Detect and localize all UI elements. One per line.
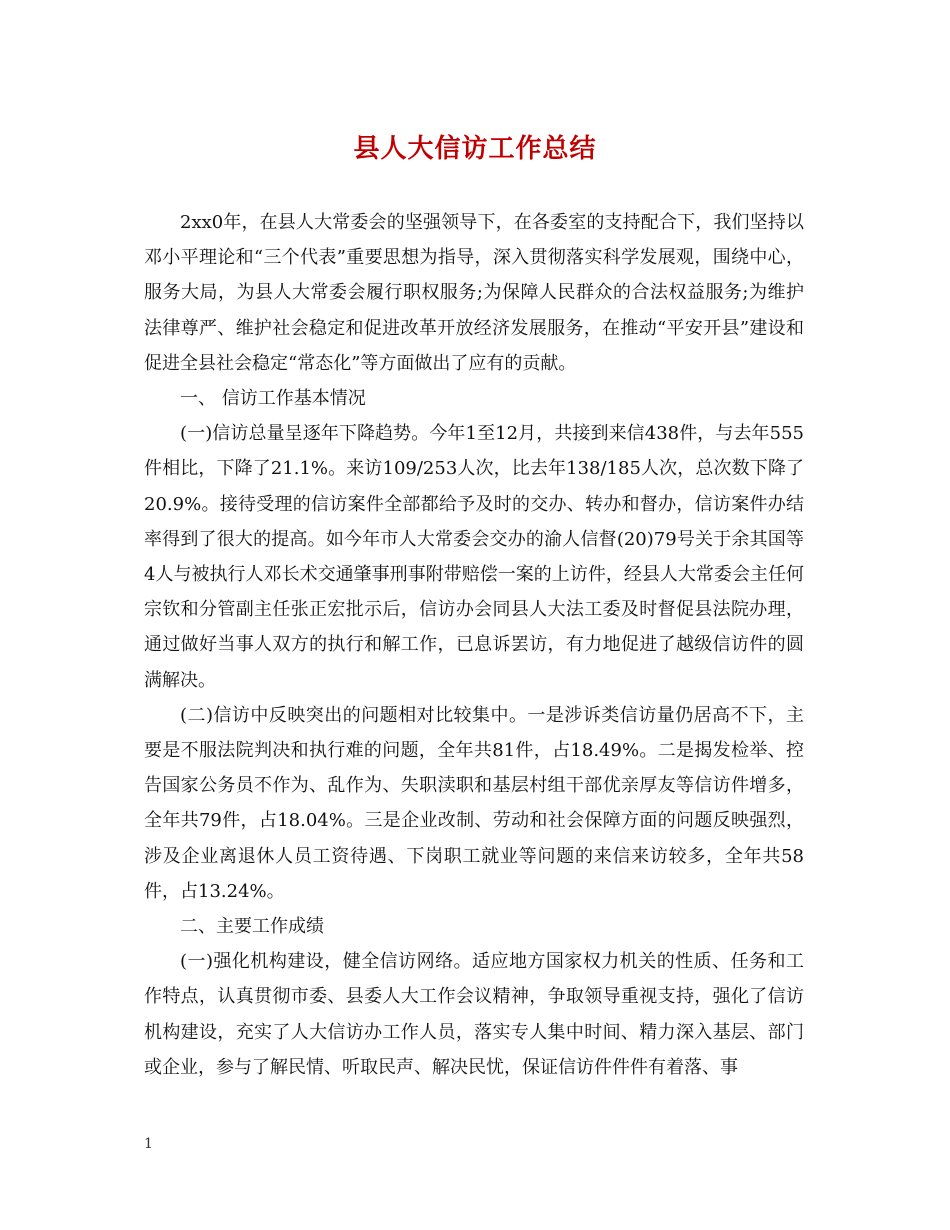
heading-section-2: 二、主要工作成绩 xyxy=(180,916,324,938)
document-title: 县人大信访工作总结 xyxy=(353,134,597,164)
document-body xyxy=(144,205,804,1085)
paragraph-2-1: (一)强化机构建设，健全信访网络。适应地方国家权力机关的性质、任务和工作特点，认真贯彻市委、县委人大工作会议精神，争取领导重视支持，强化了信访机构建设，充实了人大信访办工作人员，落实专人集中时间、精力深入基层、部门或企业，参与了解民情、听取民声、解决民忧，保证信访件件件有着落、事 xyxy=(144,951,804,1078)
paragraph-1-2: (二)信访中反映突出的问题相对比较集中。一是涉诉类信访量仍居高不下，主要是不服法院判决和执行难的问题，全年共81件，占18.49%。二是揭发检举、控告国家公务员不作为、乱作为、失职渎职和基层村组干部优亲厚友等信访件增多，全年共79件，占18.04%。三是企业改制、劳动和社会保障方面的问题反映强烈，涉及企业离退休人员工资待遇、下岗职工就业等问题的来信来访较多，全年共58件，占13.24%。 xyxy=(144,704,804,902)
page-number: 1 xyxy=(144,1136,153,1152)
paragraph-1-1: (一)信访总量呈逐年下降趋势。今年1至12月，共接到来信438件，与去年555件相比，下降了21.1%。来访109/253人次，比去年138/185人次，总次数下降了20.9%。接待受理的信访案件全部都给予及时的交办、转办和督办，信访案件办结率得到了很大的提高。如今年市人大常委会交办的渝人信督(20)79号关于余其国等4人与被执行人邓长术交通肇事刑事附带赔偿一案的上访件，经县人大常委会主任何宗钦和分管副主任张正宏批示后，信访办会同县人大法工委及时督促县法院办理，通过做好当事人双方的执行和解工作，已息诉罢访，有力地促进了越级信访件的圆满解决。 xyxy=(144,423,804,691)
paragraph-intro: 2xx0年，在县人大常委会的坚强领导下，在各委室的支持配合下，我们坚持以邓小平理论和“三个代表”重要思想为指导，深入贯彻落实科学发展观，围绕中心，服务大局，为县人大常委会履行职权服务;为保障人民群众的合法权益服务;为维护法律尊严、维护社会稳定和促进改革开放经济发展服务，在推动“平安开县”建设和促进全县社会稳定“常态化”等方面做出了应有的贡献。 xyxy=(144,212,804,374)
heading-section-1: 一、 信访工作基本情况 xyxy=(180,388,366,410)
